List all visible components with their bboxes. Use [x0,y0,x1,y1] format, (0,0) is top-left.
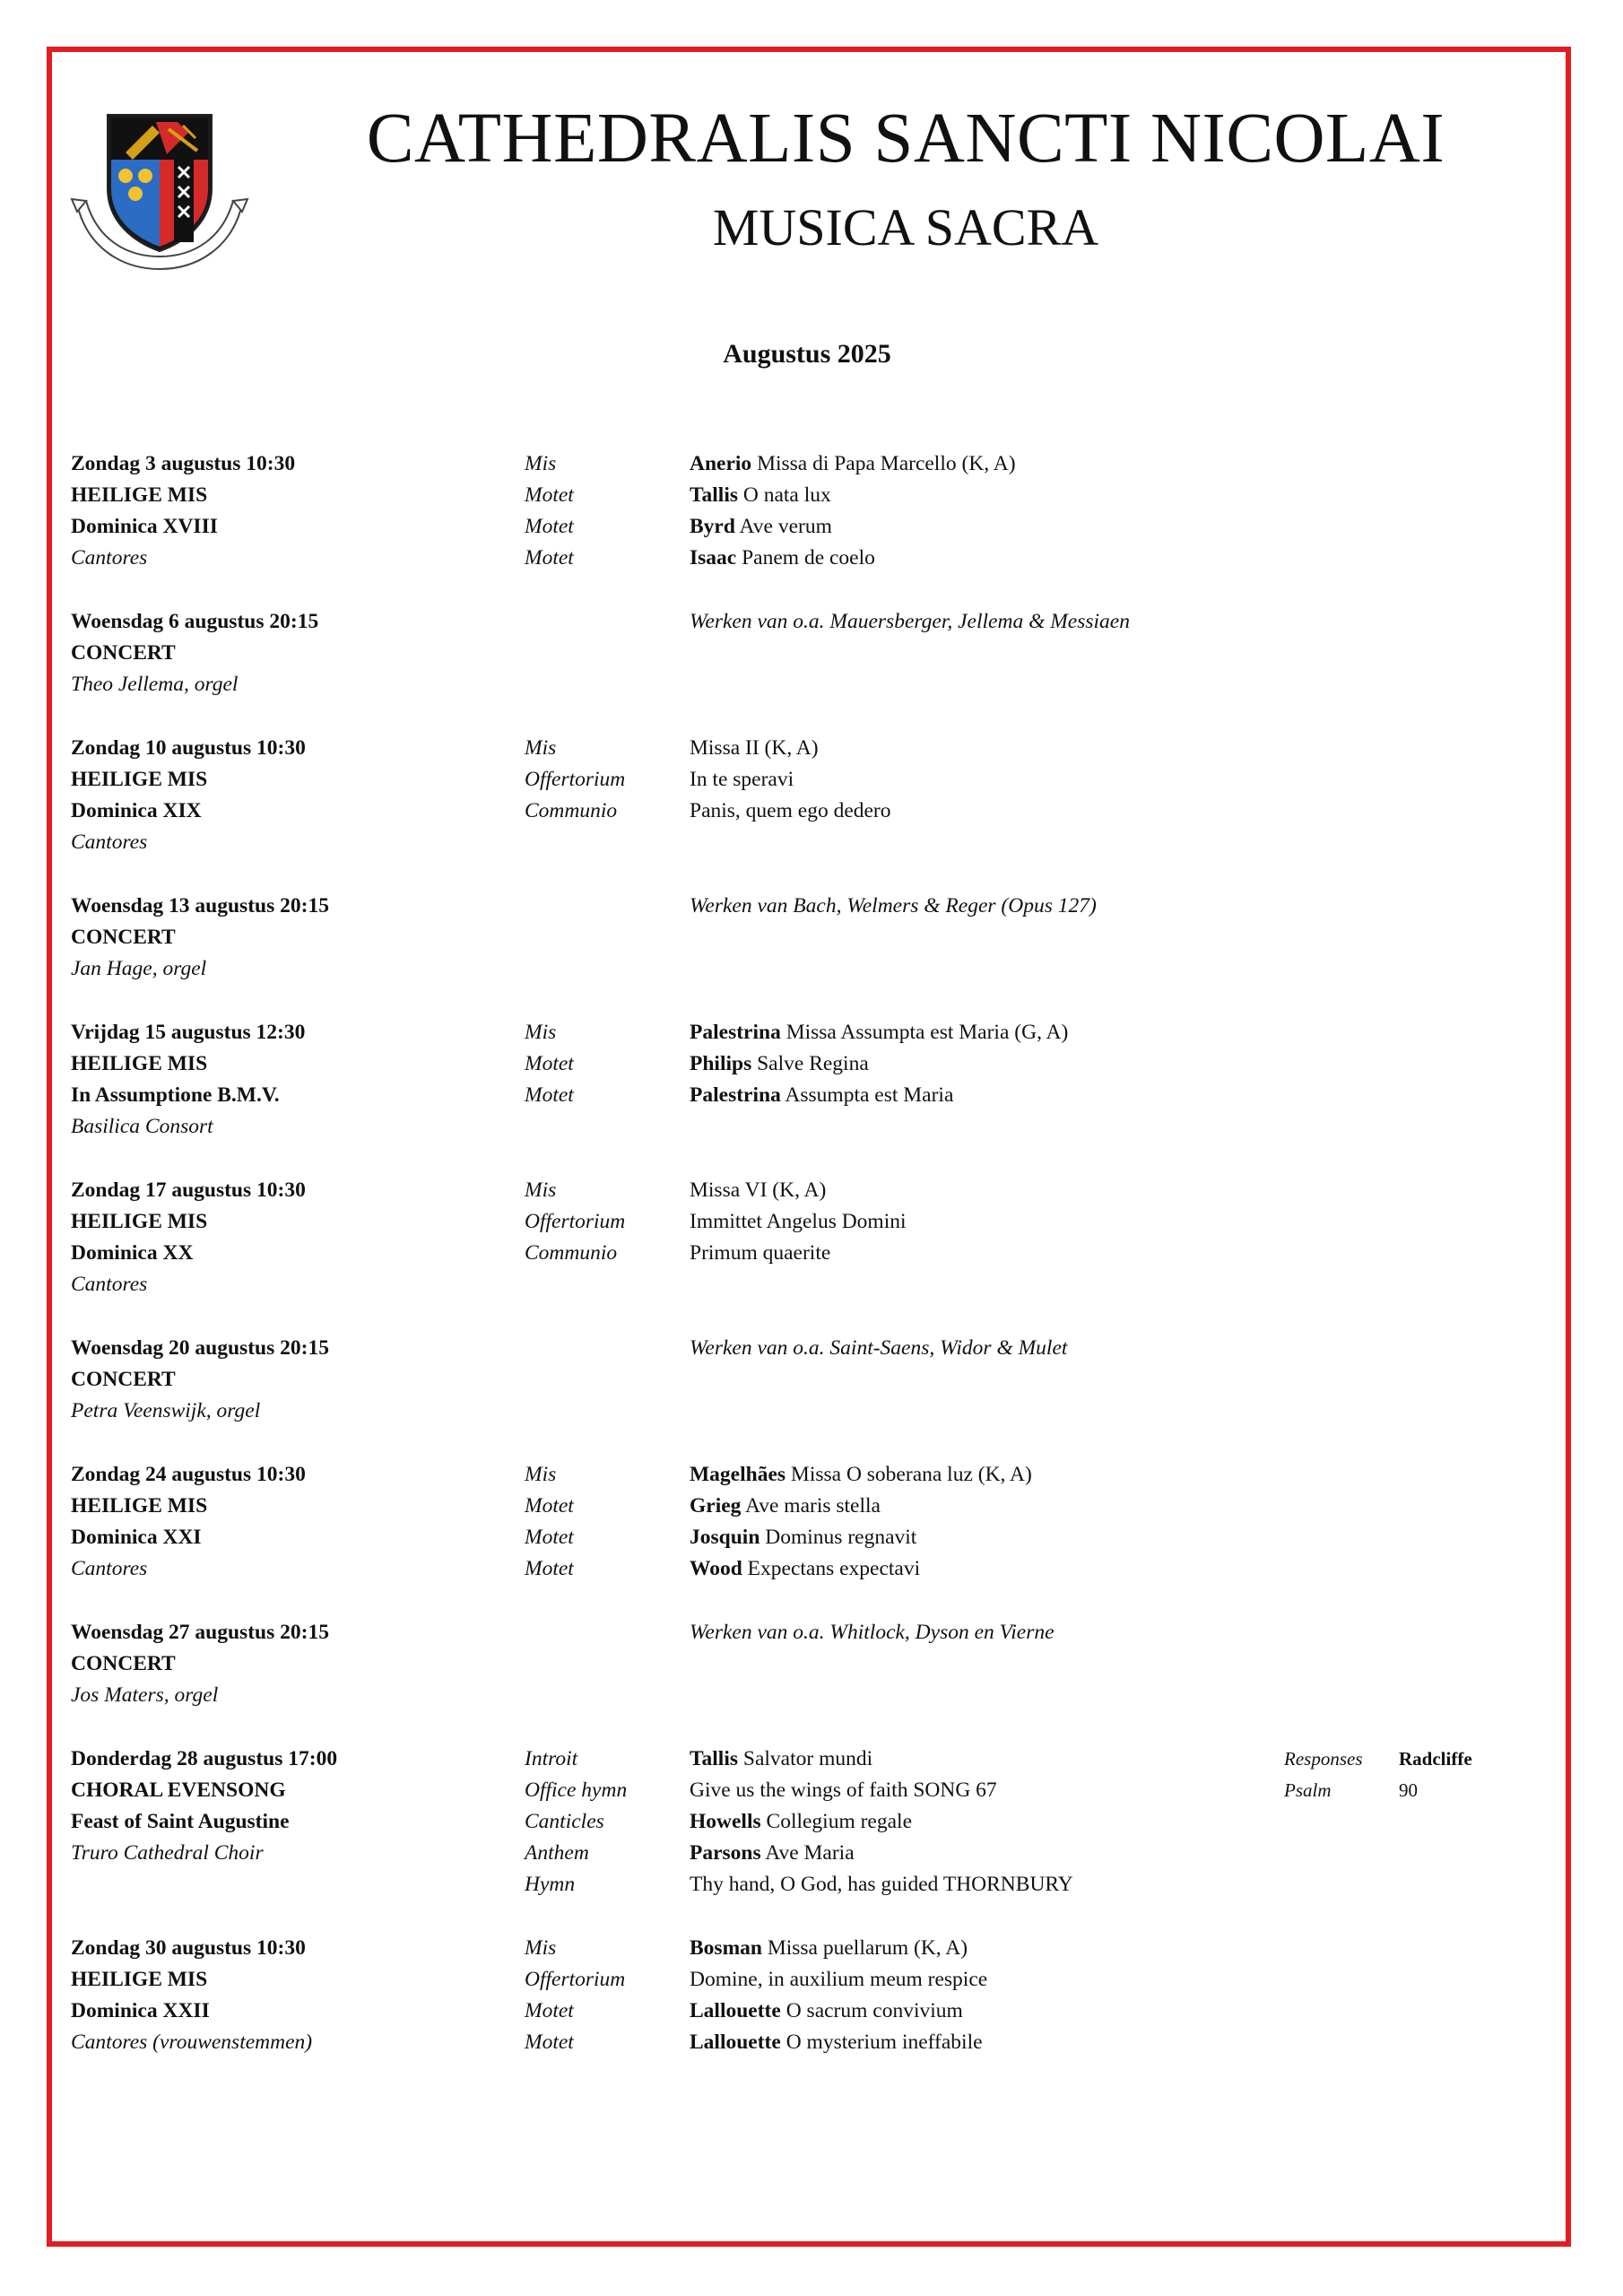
event-info-line: HEILIGE MIS [71,483,208,507]
event-block [71,1175,1523,1300]
event-info-line: Feast of Saint Augustine [71,1810,290,1833]
event-row [71,1238,1523,1269]
event-block [71,1017,1523,1143]
event-info-line: Woensdag 27 augustus 20:15 [71,1621,329,1644]
event-row [71,1206,1523,1238]
work-title: Missa puellarum (K, A) [767,1936,968,1960]
program-part-label: Motet [525,546,574,570]
event-row [71,891,1523,922]
event-row [71,1491,1523,1522]
event-row [71,1617,1523,1648]
event-row [71,1269,1523,1300]
event-row [71,1017,1523,1048]
program-work [690,448,1016,480]
event-row [71,669,1523,700]
event-row [71,1459,1523,1491]
program-part-label: Motet [525,515,574,538]
program-part-label: Motet [525,483,574,507]
work-title: Missa Assumpta est Maria (G, A) [785,1021,1069,1044]
work-title: Primum quaerite [690,1241,831,1265]
program-part-label: Hymn [525,1873,576,1896]
work-title: O mysterium ineffabile [785,2031,983,2054]
composer-name: Parsons [690,1841,761,1865]
composer-name: Lallouette [690,1999,781,2022]
program-part-label: Mis [525,736,557,760]
program-part-label: Motet [525,1999,574,2022]
extra-value: 90 [1399,1779,1418,1801]
page-title: CATHEDRALIS SANCTI NICOLAI [366,100,1445,178]
event-row [71,638,1523,669]
program-work [690,1996,963,2027]
event-row [71,1838,1523,1869]
program-part-label: Office hymn [525,1779,628,1802]
extra-value: Radcliffe [1399,1748,1472,1770]
event-row [71,827,1523,858]
work-title: Thy hand, O God, has guided THORNBURY [690,1873,1073,1896]
event-info-line: Dominica XIX [71,799,202,822]
work-title: Ave maris stella [745,1494,881,1518]
event-row [71,543,1523,574]
composer-name: Byrd [690,515,735,538]
event-info-line: Cantores [71,546,148,570]
work-title: Ave Maria [765,1841,855,1865]
composer-name: Palestrina [690,1021,781,1044]
event-info-line: CONCERT [71,641,176,665]
program-work [690,1553,920,1585]
work-title: Missa di Papa Marcello (K, A) [757,452,1016,475]
event-info-line: Cantores [71,1557,148,1580]
program-work [690,796,891,827]
program-work [690,1017,1068,1048]
work-title: Immittet Angelus Domini [690,1210,907,1233]
work-title: Dominus regnavit [765,1526,917,1549]
event-row [71,1553,1523,1585]
program-work [690,1964,987,1996]
event-info-line: CONCERT [71,1652,176,1675]
event-info-line: Dominica XX [71,1241,194,1265]
event-info-line: Jan Hage, orgel [71,957,207,980]
extra-label: Responses [1284,1748,1363,1770]
composer-name: Magelhães [690,1463,786,1486]
event-info-line: Zondag 17 augustus 10:30 [71,1178,306,1202]
work-title: Panis, quem ego dedero [690,799,891,822]
program-part-label: Mis [525,1463,557,1486]
program-work [690,1459,1032,1491]
event-info-line: Donderdag 28 augustus 17:00 [71,1747,338,1770]
event-info-line: CHORAL EVENSONG [71,1779,286,1802]
composer-name: Bosman [690,1936,762,1960]
event-info-line: CONCERT [71,926,176,949]
event-row [71,922,1523,953]
event-row [71,480,1523,511]
program-part-label: Offertorium [525,768,626,791]
composer-name: Tallis [690,483,738,507]
work-title: Assumpta est Maria [785,1083,954,1107]
event-row [71,1080,1523,1111]
work-title: Missa VI (K, A) [690,1178,827,1202]
work-title: Domine, in auxilium meum respice [690,1968,988,1991]
event-info-line: Zondag 30 augustus 10:30 [71,1936,306,1960]
event-row [71,1111,1523,1143]
work-title: Collegium regale [766,1810,913,1833]
program-part-label: Mis [525,1178,557,1202]
work-title: In te speravi [690,768,794,791]
program-part-label: Motet [525,1083,574,1107]
event-info-line: HEILIGE MIS [71,1052,208,1075]
event-row [71,1333,1523,1364]
work-title: Salve Regina [757,1052,869,1075]
cathedral-crest-logo [70,106,249,272]
program-part-label: Offertorium [525,1210,626,1233]
program-work [690,1048,869,1080]
event-row [71,953,1523,985]
event-row [71,1680,1523,1711]
page-subtitle: MUSICA SACRA [712,198,1099,257]
composer-name: Josquin [690,1526,760,1549]
event-row [71,1175,1523,1206]
event-info-line: Zondag 24 augustus 10:30 [71,1463,306,1486]
program-work [690,480,831,511]
work-title: Salvator mundi [742,1747,873,1770]
program-work [690,733,819,764]
program-work [690,1838,855,1869]
event-info-line: Cantores [71,831,148,854]
event-info-line: Cantores [71,1273,148,1296]
program-part-label: Communio [525,1241,618,1265]
event-row [71,2027,1523,2058]
event-row [71,511,1523,543]
program-work [690,1206,907,1238]
program-work [690,543,875,574]
event-block [71,1333,1523,1427]
program-part-label: Motet [525,1557,574,1580]
composer-name: Isaac [690,546,737,570]
event-row [71,1964,1523,1996]
composer-name: Wood [690,1557,742,1580]
event-info-line: Cantores (vrouwenstemmen) [71,2031,313,2054]
program-work [690,511,832,543]
work-title: O nata lux [742,483,831,507]
program-part-label: Introit [525,1747,578,1770]
event-info-line: HEILIGE MIS [71,768,208,791]
work-title: O sacrum convivium [785,1999,963,2022]
program-part-label: Motet [525,1052,574,1075]
work-title: Missa II (K, A) [690,736,819,760]
composer-name: Palestrina [690,1083,781,1107]
program-work [690,1806,912,1838]
program-work [690,1775,997,1806]
event-info-line: Vrijdag 15 augustus 12:30 [71,1021,306,1044]
program-part-label: Motet [525,1494,574,1518]
event-block [71,448,1523,574]
program-work [690,1491,881,1522]
event-block [71,891,1523,985]
program-part-label: Communio [525,799,618,822]
program-part-label: Motet [525,1526,574,1549]
event-row [71,1396,1523,1427]
event-block [71,1744,1523,1900]
work-title: Ave verum [739,515,832,538]
program-part-label: Canticles [525,1810,604,1833]
event-block [71,1933,1523,2058]
program-work [690,1744,872,1775]
event-info-line: Truro Cathedral Choir [71,1841,264,1865]
event-info-line: Woensdag 13 augustus 20:15 [71,894,329,918]
program-part-label: Motet [525,2031,574,2054]
event-block [71,1459,1523,1585]
event-row [71,1775,1523,1806]
program-part-label: Anthem [525,1841,589,1865]
event-row [71,796,1523,827]
event-row [71,1648,1523,1680]
event-block [71,733,1523,858]
event-row [71,1806,1523,1838]
event-row [71,1869,1523,1900]
event-info-line: Dominica XXII [71,1999,210,2022]
event-row [71,764,1523,796]
work-title: Give us the wings of faith SONG 67 [690,1779,997,1802]
event-info-line: HEILIGE MIS [71,1210,208,1233]
program-work [690,764,794,796]
composer-name: Howells [690,1810,761,1833]
program-work [690,2027,983,2058]
program-work [690,1080,953,1111]
concert-program-note: Werken van o.a. Mauersberger, Jellema & Messiaen [690,610,1130,633]
event-block [71,606,1523,700]
composer-name: Anerio [690,452,752,475]
event-info-line: Basilica Consort [71,1115,213,1138]
concert-program-note: Werken van o.a. Saint-Saens, Widor & Mulet [690,1336,1068,1360]
event-row [71,1744,1523,1775]
program-part-label: Mis [525,1021,557,1044]
event-info-line: Petra Veenswijk, orgel [71,1399,261,1422]
event-row [71,1048,1523,1080]
event-row [71,1933,1523,1964]
event-info-line: Zondag 3 augustus 10:30 [71,452,296,475]
program-work [690,1238,830,1269]
event-info-line: Jos Maters, orgel [71,1683,219,1707]
event-info-line: Woensdag 20 augustus 20:15 [71,1336,329,1360]
event-info-line: Woensdag 6 augustus 20:15 [71,610,319,633]
event-row [71,733,1523,764]
event-info-line: CONCERT [71,1368,176,1391]
program-part-label: Mis [525,452,557,475]
program-work [690,1175,826,1206]
composer-name: Grieg [690,1494,742,1518]
work-title: Panem de coelo [742,546,875,570]
event-row [71,1996,1523,2027]
extra-label: Psalm [1284,1779,1332,1801]
work-title: Missa O soberana luz (K, A) [790,1463,1032,1486]
program-work [690,1933,968,1964]
event-row [71,1522,1523,1553]
event-row [71,1364,1523,1396]
work-title: Expectans expectavi [747,1557,921,1580]
event-row [71,448,1523,480]
event-block [71,1617,1523,1711]
composer-name: Tallis [690,1747,738,1770]
event-info-line: HEILIGE MIS [71,1494,208,1518]
month-heading: Augustus 2025 [723,339,891,369]
event-info-line: Dominica XVIII [71,515,218,538]
event-info-line: Theo Jellema, orgel [71,673,239,696]
composer-name: Lallouette [690,2031,781,2054]
event-row [71,606,1523,638]
concert-program-note: Werken van o.a. Whitlock, Dyson en Vierne [690,1621,1055,1644]
events-list [71,448,1523,2091]
composer-name: Philips [690,1052,752,1075]
program-part-label: Offertorium [525,1968,626,1991]
event-info-line: In Assumptione B.M.V. [71,1083,280,1107]
program-work [690,1869,1073,1900]
event-info-line: Zondag 10 augustus 10:30 [71,736,306,760]
concert-program-note: Werken van Bach, Welmers & Reger (Opus 127) [690,894,1097,918]
program-part-label: Mis [525,1936,557,1960]
program-work [690,1522,916,1553]
event-info-line: Dominica XXI [71,1526,202,1549]
event-info-line: HEILIGE MIS [71,1968,208,1991]
